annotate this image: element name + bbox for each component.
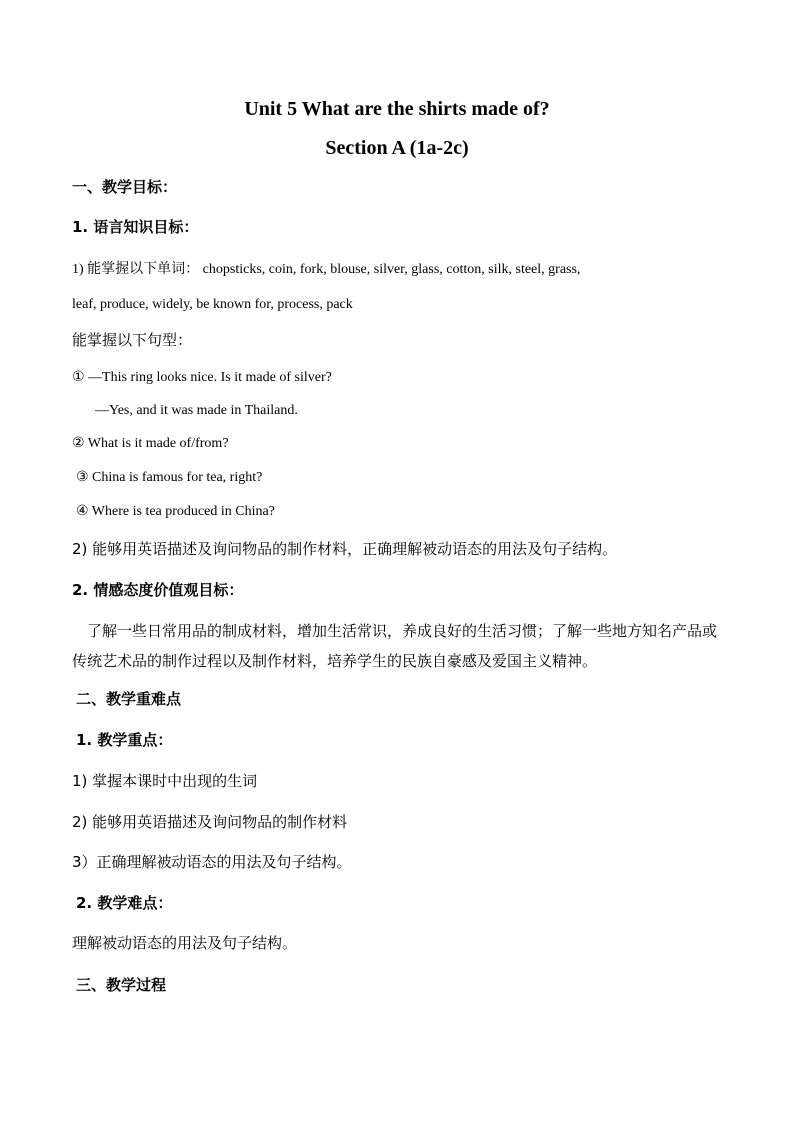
section-1-1-heading: 1. 语言知识目标： [72,218,199,236]
difficulty-point: 理解被动语态的用法及句子结构。 [72,934,298,952]
pattern-4: ④ Where is tea produced in China? [76,504,275,519]
pattern-2: ② What is it made of/from? [72,436,229,451]
pattern-1-question: ① —This ring looks nice. Is it made of silver? [72,370,332,385]
section-1-heading: 一、教学目标： [72,178,178,196]
pattern-3: ③ China is famous for tea, right? [76,470,263,485]
vocab-line-1: 1) 能掌握以下单词： chopsticks, coin, fork, blouse, silver, glass, cotton, silk, steel, grass, [72,262,581,277]
section-2-1-heading: 1. 教学重点： [76,731,173,749]
document-title: Unit 5 What are the shirts made of? [244,98,550,120]
document-subtitle: Section A (1a-2c) [325,137,469,159]
section-1-2-heading: 2. 情感态度价值观目标： [72,581,244,599]
section-2-heading: 二、教学重难点 [76,690,182,708]
section-3-heading: 三、教学过程 [76,976,167,994]
key-point-3: 3）正确理解被动语态的用法及句子结构。 [72,853,352,871]
key-point-2: 2) 能够用英语描述及询问物品的制作材料 [72,813,348,831]
vocab-line-2: leaf, produce, widely, be known for, process, pack [72,297,353,312]
emotion-paragraph: 了解一些日常用品的制成材料，增加生活常识，养成良好的生活习惯；了解一些地方知名产品或传统艺术品的制作过程以及制作材料，培养学生的民族自豪感及爱国主义精神。 [72,622,718,670]
patterns-label: 能掌握以下句型： [72,331,193,349]
section-2-2-heading: 2. 教学难点： [76,894,173,912]
goal-2: 2) 能够用英语描述及询问物品的制作材料，正确理解被动语态的用法及句子结构。 [72,540,618,558]
key-point-1: 1) 掌握本课时中出现的生词 [72,772,258,790]
pattern-1-answer: —Yes, and it was made in Thailand. [95,403,298,418]
